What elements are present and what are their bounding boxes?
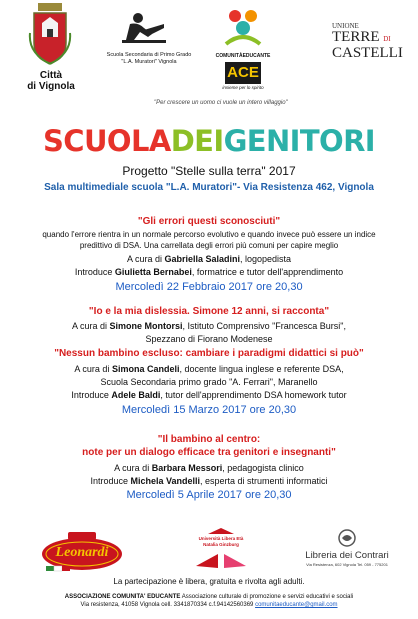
ace-subtitle: insieme per lo spirito (222, 85, 264, 90)
event1-intro: Introduce Giulietta Bernabei, formatrice e tutor dell'apprendimento (74, 267, 344, 277)
venue: Sala multimediale scuola "L.A. Muratori"- Via Resistenza 462, Vignola (44, 182, 374, 193)
school-reader-logo (118, 10, 168, 48)
terre-line1: UNIONE (332, 22, 359, 30)
association-info: ASSOCIAZIONE COMUNITA' EDUCANTE Associazione culturale di promozione e servizi educativi e sociali Via resistenza, 41058 Vignola cell. 3341870334 c.f.94142560369 comunitaeducante@gmail.com (64, 594, 354, 608)
event4-curator: A cura di Barbara Messori, pedagogista clinico (114, 463, 304, 473)
event4-title-line2: note per un dialogo efficace tra genitori e insegnanti" (82, 447, 336, 458)
event3-school: Scuola Secondaria primo grado "A. Ferrari", Maranello (100, 377, 318, 387)
ace-top-text: COMUNITÀEDUCANTE (215, 53, 271, 59)
universita-logo (190, 526, 252, 570)
participation-note: La partecipazione è libera, gratuita e rivolta agli adulti. (113, 577, 305, 586)
event2-title: "Io e la mia dislessia. Simone 12 anni, si racconta" (88, 306, 330, 317)
event3-title: "Nessun bambino escluso: cambiare i paradigmi didattici si può" (54, 348, 364, 359)
event3-curator: A cura di Simona Candeli, docente lingua inglese e referente DSA, (74, 364, 344, 374)
event1-title: "Gli errori questi sconosciuti" (137, 216, 281, 227)
city-name: Città di Vignola (27, 70, 75, 92)
event1-desc-line1: quando l'errore rientra in un normale percorso evolutivo e quando invece può essere un indice (42, 230, 376, 239)
terre-line2: TERRE (332, 29, 380, 45)
event4-intro: Introduce Michela Vandelli, esperta di strumenti informatici (90, 476, 328, 486)
terre-line3: DI (383, 35, 391, 43)
leonardi-logo (40, 530, 124, 572)
event2-place: Spezzano di Fiorano Modenese (145, 334, 273, 344)
event4-title-line1: "Il bambino al centro: (157, 434, 261, 445)
event2-curator: A cura di Simone Montorsi, Istituto Comprensivo "Francesca Bursi", (72, 321, 346, 331)
title-part-genitori: GENITORI (223, 124, 375, 158)
page-title (0, 125, 418, 157)
title-part-dei: DEI (170, 124, 224, 158)
event1-curator: A cura di Gabriella Saladini, logopedista (126, 254, 292, 264)
unione-terre-di-castelli-logo (332, 22, 412, 68)
event1-date: Mercoledì 22 Febbraio 2017 ore 20,30 (115, 281, 303, 293)
event1-desc-line2: predittivo di DSA. Una carrellata degli errori più comuni per capire meglio (79, 241, 339, 250)
libreria-address: Via Resistenza, 602 Vignola Tel. 059 - 775201 (306, 562, 388, 567)
leonardi-text: Leonardi (55, 545, 109, 560)
association-email-link[interactable]: comunitaeducante@gmail.com (255, 602, 338, 608)
event3-date: Mercoledì 15 Marzo 2017 ore 20,30 (121, 404, 297, 416)
libreria-name: Libreria dei Contrari (305, 550, 389, 561)
vignola-crest-logo (28, 3, 72, 65)
event4-date: Mercoledì 5 Aprile 2017 ore 20,30 (126, 489, 292, 501)
terre-line4: CASTELLI (332, 45, 403, 61)
ace-mark: ACE (227, 64, 259, 81)
tagline: "Per crescere un uomo ci vuole un intero villaggio" (154, 100, 288, 106)
ace-logo (214, 4, 272, 92)
title-part-scuola: SCUOLA (42, 124, 171, 158)
universita-text: Università Libera Età Natalia Ginzburg (198, 536, 244, 547)
libreria-logo (292, 528, 402, 570)
project-name: Progetto "Stelle sulla terra" 2017 (122, 164, 296, 178)
event3-intro: Introduce Adele Baldi, tutor dell'apprendimento DSA homework tutor (71, 390, 347, 400)
school-name: Scuola Secondaria di Primo Grado "L.A. Muratori" Vignola (106, 52, 192, 65)
